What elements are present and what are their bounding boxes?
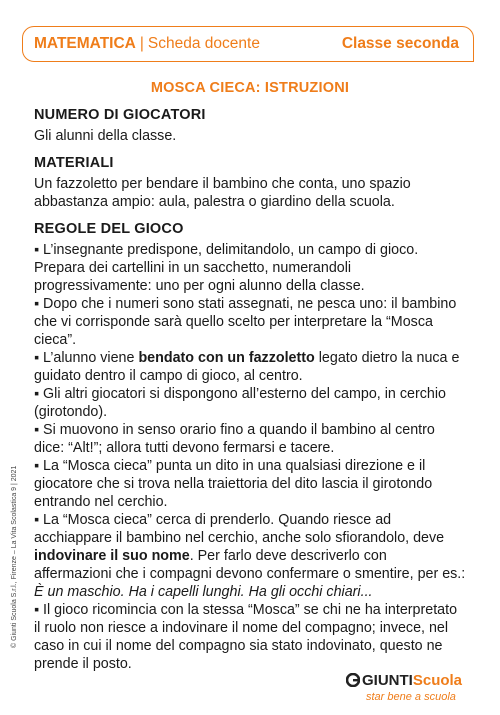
page-title: MOSCA CIECA: ISTRUZIONI: [150, 80, 350, 96]
copyright-note: © Giunti Scuola S.r.l., Firenze – La Vita Scolastica 9 | 2021: [11, 465, 18, 648]
sheet-type-label: Scheda docente: [147, 35, 260, 52]
rule-item: ▪ L’insegnante predispone, delimitandolo, un campo di gioco. Prepara dei cartellini in un sacchetto, numerandoli progressivamente: uno per ogni alunno della classe.: [34, 242, 419, 294]
header-left: [34, 35, 260, 53]
rule-emphasis: bendato con un fazzoletto: [138, 350, 315, 366]
logo-brand-main: GIUNTI: [362, 672, 413, 689]
rule-text: legato dietro la nuca e guidato dentro il campo di gioco, al centro.: [34, 350, 460, 384]
rule-item: ▪ Si muovono in senso orario fino a quando il bambino al centro dice: “Alt!”; allora tutti devono fermarsi e tacere.: [34, 422, 435, 456]
document-body: [34, 106, 466, 682]
giunti-g-icon: [346, 673, 360, 687]
rule-text: . Per farlo deve descriverlo con affermazioni che i compagni devono confermare o smentire, per es.:: [34, 548, 466, 582]
section-players: [34, 106, 466, 145]
grade-label: Classe seconda: [341, 35, 459, 52]
rule-item: ▪ Il gioco ricomincia con la stessa “Mosca” se chi ne ha interpretato il ruolo non riesce a indovinare il nome del compagno; invece, nel caso in cui il nome del compagno sia stato indovinato, questo ne prende il posto.: [34, 602, 458, 672]
header-separator: |: [139, 35, 144, 52]
logo-brand-sub: Scuola: [412, 672, 463, 689]
materials-text: Un fazzoletto per bendare il bambino che conta, uno spazio abbastanza ampio: aula, palestra o giardino della scuola.: [34, 176, 411, 210]
section-materials: [34, 154, 466, 211]
rule-item: ▪ Dopo che i numeri sono stati assegnati, ne pesca uno: il bambino che vi corrisponde sarà quello scelto per interpretare la “Mosca cieca”.: [34, 296, 457, 348]
subject-label: MATEMATICA: [34, 35, 136, 52]
logo-brand: [346, 672, 462, 689]
section-rules: [34, 220, 466, 673]
header-box: [22, 26, 474, 62]
logo-tagline: star bene a scuola: [366, 691, 456, 703]
rule-text: ▪ La “Mosca cieca” cerca di prenderlo. Quando riesce ad acchiappare il bambino nel cerchio, anche solo sfiorandolo, deve: [34, 512, 445, 546]
rule-example: È un maschio. Ha i capelli lunghi. Ha gli occhi chiari...: [34, 584, 373, 600]
rule-item: ▪ La “Mosca cieca” punta un dito in una qualsiasi direzione e il giocatore che si trova nella traiettoria del dito lascia il girotondo entrando nel cerchio.: [34, 458, 433, 510]
rules-heading: REGOLE DEL GIOCO: [34, 221, 184, 237]
rule-item: ▪ Gli altri giocatori si dispongono all’esterno del campo, in cerchio (girotondo).: [34, 386, 446, 420]
rule-item: [34, 511, 466, 601]
publisher-logo: [346, 672, 466, 706]
materials-heading: MATERIALI: [34, 155, 114, 171]
players-heading: NUMERO DI GIOCATORI: [34, 107, 206, 123]
rule-text: ▪ L’alunno viene: [34, 350, 139, 366]
rule-emphasis: indovinare il suo nome: [34, 548, 190, 564]
rule-item: [34, 349, 466, 385]
players-text: Gli alunni della classe.: [34, 128, 177, 144]
